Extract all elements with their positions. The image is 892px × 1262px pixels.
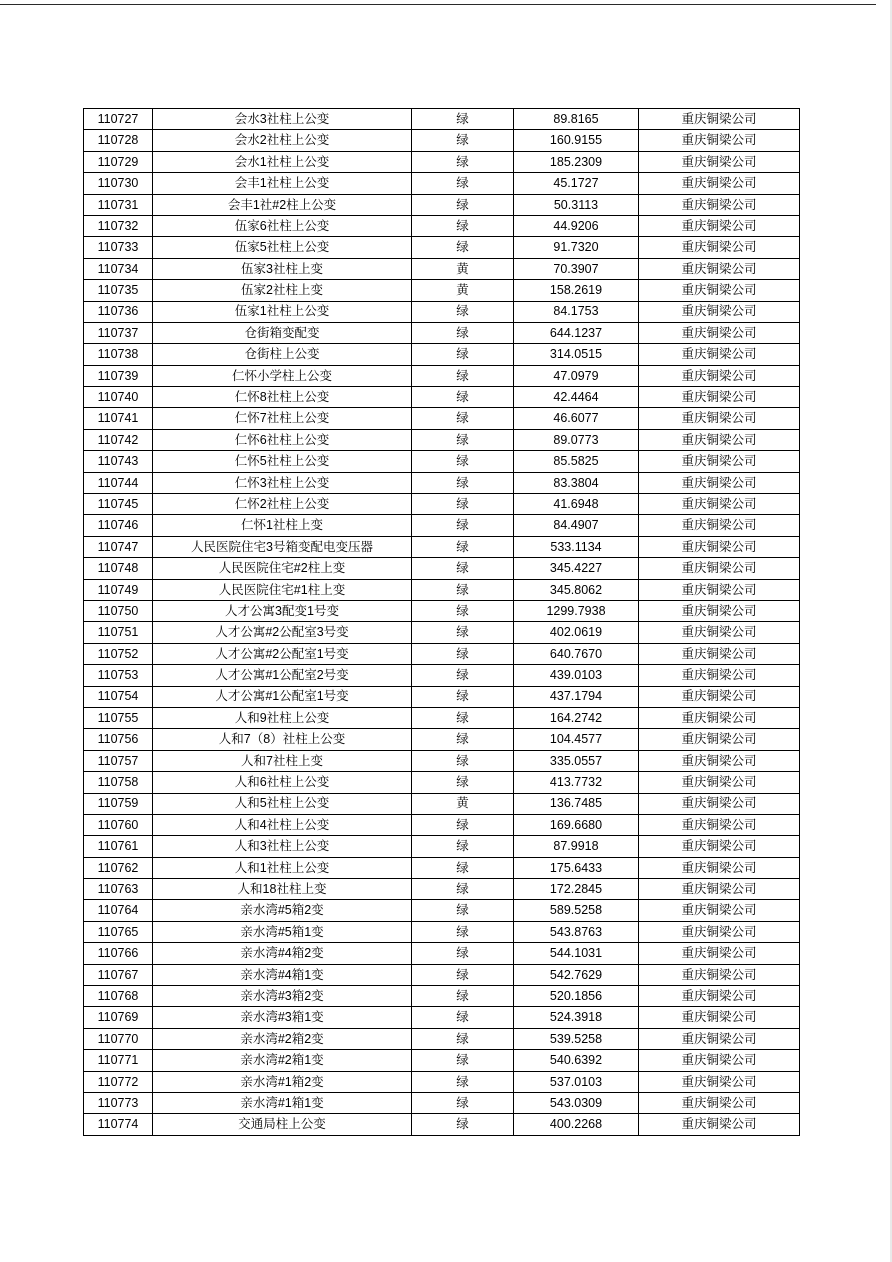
cell-value: 335.0557 xyxy=(514,750,639,771)
cell-value: 644.1237 xyxy=(514,322,639,343)
cell-id: 110734 xyxy=(84,258,153,279)
cell-id: 110737 xyxy=(84,322,153,343)
cell-status-color: 绿 xyxy=(412,836,514,857)
cell-company: 重庆铜梁公司 xyxy=(639,536,800,557)
cell-status-color: 绿 xyxy=(412,665,514,686)
cell-company: 重庆铜梁公司 xyxy=(639,921,800,942)
cell-value: 160.9155 xyxy=(514,130,639,151)
transformer-table xyxy=(83,108,800,1136)
table-row xyxy=(84,921,800,942)
table-row xyxy=(84,429,800,450)
cell-value: 537.0103 xyxy=(514,1071,639,1092)
cell-value: 314.0515 xyxy=(514,344,639,365)
cell-company: 重庆铜梁公司 xyxy=(639,665,800,686)
cell-status-color: 黄 xyxy=(412,280,514,301)
cell-value: 42.4464 xyxy=(514,387,639,408)
table-row xyxy=(84,729,800,750)
table-row xyxy=(84,515,800,536)
cell-id: 110752 xyxy=(84,643,153,664)
cell-company: 重庆铜梁公司 xyxy=(639,814,800,835)
cell-status-color: 绿 xyxy=(412,515,514,536)
cell-name: 仓街箱变配变 xyxy=(153,322,412,343)
cell-status-color: 绿 xyxy=(412,686,514,707)
cell-status-color: 绿 xyxy=(412,387,514,408)
cell-status-color: 绿 xyxy=(412,1114,514,1135)
cell-value: 543.8763 xyxy=(514,921,639,942)
table-row xyxy=(84,793,800,814)
cell-status-color: 绿 xyxy=(412,494,514,515)
cell-company: 重庆铜梁公司 xyxy=(639,109,800,130)
table-row xyxy=(84,943,800,964)
cell-company: 重庆铜梁公司 xyxy=(639,686,800,707)
cell-name: 伍家3社柱上变 xyxy=(153,258,412,279)
cell-id: 110746 xyxy=(84,515,153,536)
cell-id: 110762 xyxy=(84,857,153,878)
cell-company: 重庆铜梁公司 xyxy=(639,1114,800,1135)
cell-value: 136.7485 xyxy=(514,793,639,814)
cell-value: 50.3113 xyxy=(514,194,639,215)
cell-status-color: 绿 xyxy=(412,558,514,579)
cell-id: 110740 xyxy=(84,387,153,408)
cell-company: 重庆铜梁公司 xyxy=(639,643,800,664)
cell-name: 人才公寓#1公配室1号变 xyxy=(153,686,412,707)
cell-company: 重庆铜梁公司 xyxy=(639,344,800,365)
table-row xyxy=(84,494,800,515)
cell-status-color: 绿 xyxy=(412,600,514,621)
cell-id: 110767 xyxy=(84,964,153,985)
cell-value: 524.3918 xyxy=(514,1007,639,1028)
cell-id: 110732 xyxy=(84,215,153,236)
cell-name: 人和7（8）社柱上公变 xyxy=(153,729,412,750)
cell-id: 110758 xyxy=(84,772,153,793)
table-row xyxy=(84,1071,800,1092)
cell-name: 伍家5社柱上公变 xyxy=(153,237,412,258)
cell-id: 110747 xyxy=(84,536,153,557)
cell-name: 亲水湾#5箱2变 xyxy=(153,900,412,921)
cell-company: 重庆铜梁公司 xyxy=(639,986,800,1007)
cell-name: 人和6社柱上公变 xyxy=(153,772,412,793)
cell-company: 重庆铜梁公司 xyxy=(639,793,800,814)
cell-name: 人才公寓#2公配室3号变 xyxy=(153,622,412,643)
cell-id: 110727 xyxy=(84,109,153,130)
cell-status-color: 绿 xyxy=(412,943,514,964)
cell-id: 110749 xyxy=(84,579,153,600)
cell-id: 110739 xyxy=(84,365,153,386)
cell-id: 110757 xyxy=(84,750,153,771)
cell-id: 110771 xyxy=(84,1050,153,1071)
cell-company: 重庆铜梁公司 xyxy=(639,194,800,215)
table-row xyxy=(84,665,800,686)
cell-company: 重庆铜梁公司 xyxy=(639,322,800,343)
cell-value: 1299.7938 xyxy=(514,600,639,621)
table-row xyxy=(84,109,800,130)
cell-status-color: 绿 xyxy=(412,344,514,365)
cell-id: 110733 xyxy=(84,237,153,258)
cell-value: 89.8165 xyxy=(514,109,639,130)
table-row xyxy=(84,686,800,707)
table-row xyxy=(84,814,800,835)
cell-value: 45.1727 xyxy=(514,173,639,194)
cell-id: 110766 xyxy=(84,943,153,964)
cell-name: 亲水湾#1箱1变 xyxy=(153,1092,412,1113)
table-row xyxy=(84,472,800,493)
cell-id: 110729 xyxy=(84,151,153,172)
cell-company: 重庆铜梁公司 xyxy=(639,451,800,472)
cell-value: 400.2268 xyxy=(514,1114,639,1135)
cell-id: 110755 xyxy=(84,707,153,728)
cell-company: 重庆铜梁公司 xyxy=(639,237,800,258)
cell-status-color: 绿 xyxy=(412,151,514,172)
cell-status-color: 绿 xyxy=(412,237,514,258)
cell-id: 110728 xyxy=(84,130,153,151)
cell-company: 重庆铜梁公司 xyxy=(639,879,800,900)
cell-status-color: 绿 xyxy=(412,1092,514,1113)
cell-value: 70.3907 xyxy=(514,258,639,279)
page-top-rule xyxy=(0,4,876,5)
cell-name: 亲水湾#4箱1变 xyxy=(153,964,412,985)
cell-id: 110741 xyxy=(84,408,153,429)
cell-company: 重庆铜梁公司 xyxy=(639,408,800,429)
cell-status-color: 绿 xyxy=(412,472,514,493)
cell-status-color: 绿 xyxy=(412,194,514,215)
cell-name: 亲水湾#3箱2变 xyxy=(153,986,412,1007)
cell-status-color: 绿 xyxy=(412,1050,514,1071)
cell-name: 人才公寓#2公配室1号变 xyxy=(153,643,412,664)
table-row xyxy=(84,173,800,194)
table-row xyxy=(84,579,800,600)
cell-company: 重庆铜梁公司 xyxy=(639,301,800,322)
cell-status-color: 绿 xyxy=(412,772,514,793)
cell-value: 543.0309 xyxy=(514,1092,639,1113)
cell-id: 110761 xyxy=(84,836,153,857)
cell-id: 110765 xyxy=(84,921,153,942)
cell-status-color: 绿 xyxy=(412,215,514,236)
cell-name: 亲水湾#5箱1变 xyxy=(153,921,412,942)
cell-name: 亲水湾#3箱1变 xyxy=(153,1007,412,1028)
table-row xyxy=(84,1114,800,1135)
cell-name: 会丰1社#2柱上公变 xyxy=(153,194,412,215)
table-body xyxy=(84,109,800,1136)
cell-company: 重庆铜梁公司 xyxy=(639,1071,800,1092)
cell-value: 185.2309 xyxy=(514,151,639,172)
cell-company: 重庆铜梁公司 xyxy=(639,729,800,750)
cell-status-color: 绿 xyxy=(412,408,514,429)
cell-name: 亲水湾#4箱2变 xyxy=(153,943,412,964)
cell-company: 重庆铜梁公司 xyxy=(639,494,800,515)
cell-name: 人和1社柱上公变 xyxy=(153,857,412,878)
cell-company: 重庆铜梁公司 xyxy=(639,857,800,878)
cell-id: 110770 xyxy=(84,1028,153,1049)
cell-name: 亲水湾#2箱2变 xyxy=(153,1028,412,1049)
cell-value: 539.5258 xyxy=(514,1028,639,1049)
table-row xyxy=(84,536,800,557)
cell-company: 重庆铜梁公司 xyxy=(639,387,800,408)
cell-status-color: 绿 xyxy=(412,986,514,1007)
table-row xyxy=(84,622,800,643)
cell-status-color: 绿 xyxy=(412,429,514,450)
cell-value: 542.7629 xyxy=(514,964,639,985)
cell-id: 110744 xyxy=(84,472,153,493)
cell-value: 589.5258 xyxy=(514,900,639,921)
cell-status-color: 绿 xyxy=(412,579,514,600)
cell-company: 重庆铜梁公司 xyxy=(639,943,800,964)
cell-company: 重庆铜梁公司 xyxy=(639,1007,800,1028)
cell-value: 175.6433 xyxy=(514,857,639,878)
cell-status-color: 绿 xyxy=(412,879,514,900)
cell-name: 亲水湾#2箱1变 xyxy=(153,1050,412,1071)
cell-status-color: 黄 xyxy=(412,258,514,279)
cell-company: 重庆铜梁公司 xyxy=(639,173,800,194)
cell-status-color: 绿 xyxy=(412,1007,514,1028)
cell-company: 重庆铜梁公司 xyxy=(639,258,800,279)
cell-id: 110748 xyxy=(84,558,153,579)
cell-status-color: 绿 xyxy=(412,451,514,472)
table-row xyxy=(84,986,800,1007)
cell-name: 伍家2社柱上变 xyxy=(153,280,412,301)
cell-value: 84.1753 xyxy=(514,301,639,322)
table-row xyxy=(84,857,800,878)
table-row xyxy=(84,1050,800,1071)
table-row xyxy=(84,900,800,921)
table-row xyxy=(84,451,800,472)
cell-id: 110769 xyxy=(84,1007,153,1028)
cell-value: 85.5825 xyxy=(514,451,639,472)
cell-name: 人和3社柱上公变 xyxy=(153,836,412,857)
table-row xyxy=(84,879,800,900)
cell-company: 重庆铜梁公司 xyxy=(639,558,800,579)
table-row xyxy=(84,836,800,857)
cell-value: 402.0619 xyxy=(514,622,639,643)
cell-id: 110756 xyxy=(84,729,153,750)
cell-name: 人和5社柱上公变 xyxy=(153,793,412,814)
cell-name: 人和4社柱上公变 xyxy=(153,814,412,835)
cell-company: 重庆铜梁公司 xyxy=(639,130,800,151)
cell-name: 仁怀2社柱上公变 xyxy=(153,494,412,515)
table-row xyxy=(84,558,800,579)
cell-name: 人和18社柱上变 xyxy=(153,879,412,900)
cell-value: 345.8062 xyxy=(514,579,639,600)
table-row xyxy=(84,365,800,386)
cell-value: 437.1794 xyxy=(514,686,639,707)
cell-status-color: 绿 xyxy=(412,536,514,557)
cell-name: 仁怀小学柱上公变 xyxy=(153,365,412,386)
cell-status-color: 绿 xyxy=(412,750,514,771)
table-row xyxy=(84,1028,800,1049)
cell-status-color: 绿 xyxy=(412,729,514,750)
cell-name: 会丰1社柱上公变 xyxy=(153,173,412,194)
table-row xyxy=(84,301,800,322)
cell-name: 仁怀3社柱上公变 xyxy=(153,472,412,493)
cell-id: 110731 xyxy=(84,194,153,215)
cell-name: 仁怀8社柱上公变 xyxy=(153,387,412,408)
cell-value: 544.1031 xyxy=(514,943,639,964)
cell-company: 重庆铜梁公司 xyxy=(639,836,800,857)
cell-value: 169.6680 xyxy=(514,814,639,835)
cell-name: 仁怀1社柱上变 xyxy=(153,515,412,536)
cell-company: 重庆铜梁公司 xyxy=(639,472,800,493)
cell-company: 重庆铜梁公司 xyxy=(639,579,800,600)
table-row xyxy=(84,130,800,151)
cell-value: 164.2742 xyxy=(514,707,639,728)
cell-status-color: 绿 xyxy=(412,1028,514,1049)
cell-status-color: 绿 xyxy=(412,130,514,151)
cell-name: 会水3社柱上公变 xyxy=(153,109,412,130)
cell-name: 伍家6社柱上公变 xyxy=(153,215,412,236)
cell-id: 110750 xyxy=(84,600,153,621)
cell-value: 540.6392 xyxy=(514,1050,639,1071)
cell-id: 110763 xyxy=(84,879,153,900)
cell-value: 520.1856 xyxy=(514,986,639,1007)
cell-name: 仁怀7社柱上公变 xyxy=(153,408,412,429)
cell-id: 110730 xyxy=(84,173,153,194)
cell-status-color: 绿 xyxy=(412,622,514,643)
cell-company: 重庆铜梁公司 xyxy=(639,215,800,236)
cell-name: 人和7社柱上变 xyxy=(153,750,412,771)
table-row xyxy=(84,387,800,408)
cell-id: 110742 xyxy=(84,429,153,450)
cell-value: 83.3804 xyxy=(514,472,639,493)
table-row xyxy=(84,237,800,258)
cell-status-color: 绿 xyxy=(412,301,514,322)
cell-company: 重庆铜梁公司 xyxy=(639,151,800,172)
cell-name: 会水1社柱上公变 xyxy=(153,151,412,172)
cell-value: 413.7732 xyxy=(514,772,639,793)
cell-name: 人才公寓3配变1号变 xyxy=(153,600,412,621)
cell-name: 会水2社柱上公变 xyxy=(153,130,412,151)
table-row xyxy=(84,1007,800,1028)
cell-name: 人才公寓#1公配室2号变 xyxy=(153,665,412,686)
cell-name: 仁怀5社柱上公变 xyxy=(153,451,412,472)
cell-name: 仓街柱上公变 xyxy=(153,344,412,365)
cell-value: 533.1134 xyxy=(514,536,639,557)
cell-value: 640.7670 xyxy=(514,643,639,664)
cell-value: 345.4227 xyxy=(514,558,639,579)
cell-name: 人民医院住宅#1柱上变 xyxy=(153,579,412,600)
table-row xyxy=(84,964,800,985)
cell-status-color: 绿 xyxy=(412,857,514,878)
cell-id: 110751 xyxy=(84,622,153,643)
cell-status-color: 绿 xyxy=(412,707,514,728)
cell-value: 47.0979 xyxy=(514,365,639,386)
table-row xyxy=(84,643,800,664)
table-row xyxy=(84,600,800,621)
table-row xyxy=(84,344,800,365)
cell-status-color: 绿 xyxy=(412,322,514,343)
table-row xyxy=(84,750,800,771)
cell-company: 重庆铜梁公司 xyxy=(639,1050,800,1071)
cell-value: 84.4907 xyxy=(514,515,639,536)
cell-company: 重庆铜梁公司 xyxy=(639,900,800,921)
table-row xyxy=(84,215,800,236)
cell-company: 重庆铜梁公司 xyxy=(639,750,800,771)
cell-status-color: 绿 xyxy=(412,1071,514,1092)
table-row xyxy=(84,408,800,429)
table-row xyxy=(84,707,800,728)
cell-status-color: 绿 xyxy=(412,921,514,942)
table-row xyxy=(84,280,800,301)
cell-company: 重庆铜梁公司 xyxy=(639,964,800,985)
cell-company: 重庆铜梁公司 xyxy=(639,707,800,728)
cell-status-color: 黄 xyxy=(412,793,514,814)
cell-id: 110773 xyxy=(84,1092,153,1113)
table-row xyxy=(84,151,800,172)
cell-id: 110774 xyxy=(84,1114,153,1135)
cell-name: 人民医院住宅3号箱变配电变压器 xyxy=(153,536,412,557)
table-row xyxy=(84,258,800,279)
cell-company: 重庆铜梁公司 xyxy=(639,429,800,450)
table-row xyxy=(84,1092,800,1113)
cell-status-color: 绿 xyxy=(412,814,514,835)
cell-company: 重庆铜梁公司 xyxy=(639,1028,800,1049)
cell-value: 44.9206 xyxy=(514,215,639,236)
cell-company: 重庆铜梁公司 xyxy=(639,622,800,643)
cell-id: 110738 xyxy=(84,344,153,365)
cell-status-color: 绿 xyxy=(412,964,514,985)
cell-company: 重庆铜梁公司 xyxy=(639,515,800,536)
cell-name: 伍家1社柱上公变 xyxy=(153,301,412,322)
cell-name: 交通局柱上公变 xyxy=(153,1114,412,1135)
cell-value: 172.2845 xyxy=(514,879,639,900)
cell-value: 46.6077 xyxy=(514,408,639,429)
cell-name: 人和9社柱上公变 xyxy=(153,707,412,728)
cell-value: 439.0103 xyxy=(514,665,639,686)
cell-name: 仁怀6社柱上公变 xyxy=(153,429,412,450)
cell-value: 104.4577 xyxy=(514,729,639,750)
cell-id: 110759 xyxy=(84,793,153,814)
cell-status-color: 绿 xyxy=(412,109,514,130)
cell-id: 110753 xyxy=(84,665,153,686)
cell-id: 110772 xyxy=(84,1071,153,1092)
cell-value: 91.7320 xyxy=(514,237,639,258)
cell-company: 重庆铜梁公司 xyxy=(639,1092,800,1113)
cell-name: 人民医院住宅#2柱上变 xyxy=(153,558,412,579)
cell-value: 41.6948 xyxy=(514,494,639,515)
cell-id: 110754 xyxy=(84,686,153,707)
cell-id: 110745 xyxy=(84,494,153,515)
cell-company: 重庆铜梁公司 xyxy=(639,280,800,301)
cell-value: 87.9918 xyxy=(514,836,639,857)
table-row xyxy=(84,772,800,793)
cell-company: 重庆铜梁公司 xyxy=(639,600,800,621)
cell-value: 89.0773 xyxy=(514,429,639,450)
table-row xyxy=(84,194,800,215)
cell-id: 110743 xyxy=(84,451,153,472)
cell-status-color: 绿 xyxy=(412,643,514,664)
cell-company: 重庆铜梁公司 xyxy=(639,365,800,386)
cell-value: 158.2619 xyxy=(514,280,639,301)
cell-status-color: 绿 xyxy=(412,173,514,194)
cell-status-color: 绿 xyxy=(412,365,514,386)
cell-name: 亲水湾#1箱2变 xyxy=(153,1071,412,1092)
cell-id: 110735 xyxy=(84,280,153,301)
cell-id: 110768 xyxy=(84,986,153,1007)
cell-status-color: 绿 xyxy=(412,900,514,921)
cell-id: 110764 xyxy=(84,900,153,921)
cell-company: 重庆铜梁公司 xyxy=(639,772,800,793)
table-row xyxy=(84,322,800,343)
cell-id: 110760 xyxy=(84,814,153,835)
cell-id: 110736 xyxy=(84,301,153,322)
